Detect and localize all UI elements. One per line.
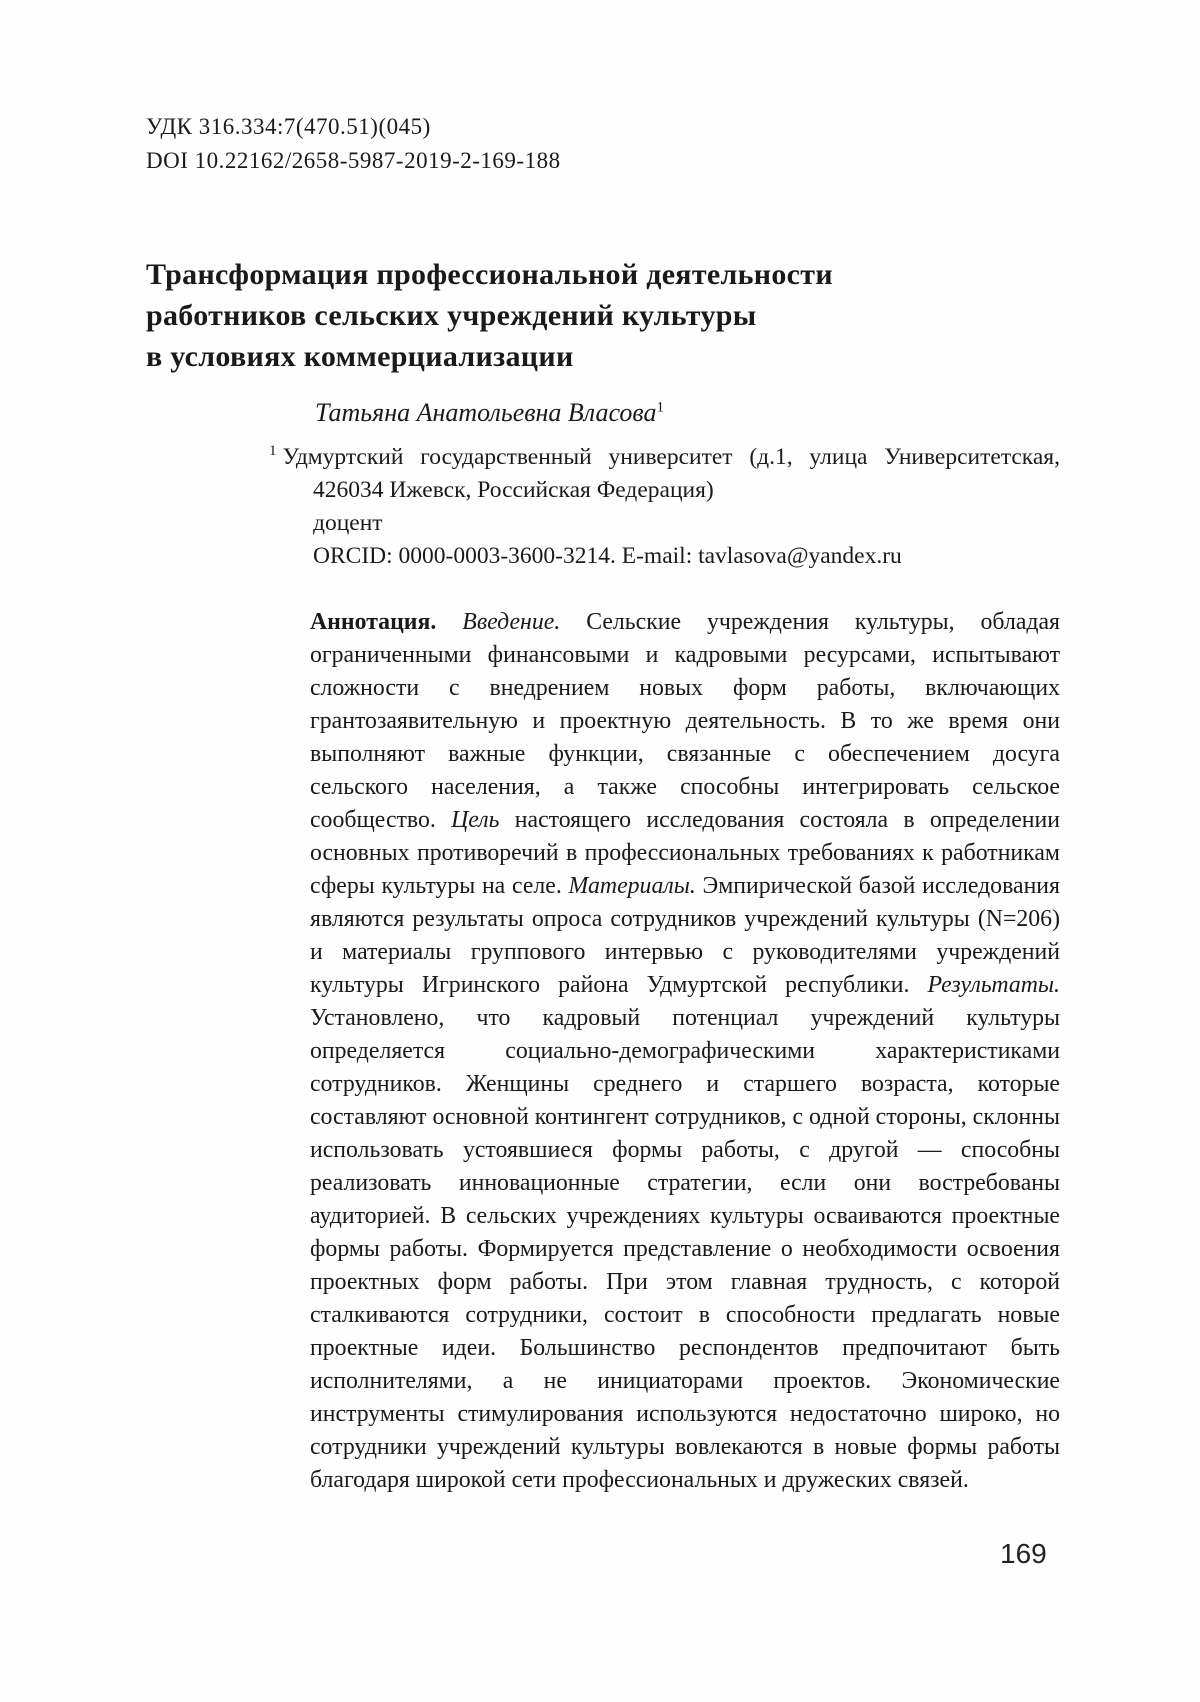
author-position: доцент (313, 510, 383, 536)
article-title-line-2: работников сельских учреждений культуры (146, 299, 757, 333)
affiliation-text: Удмуртский государственный университет (д.1, улица Университетская, 426034 Ижевск, Российская Федерация) (282, 444, 1060, 503)
affiliation-marker: 1 (269, 443, 277, 460)
abstract-label: Аннотация. (310, 609, 463, 635)
abstract-section-goal: Цель (451, 807, 500, 833)
affiliation-block (269, 441, 1060, 573)
abstract-text-results: Установлено, что кадровый потенциал учреждений культуры определяется социально-демографическими характеристиками сотрудников. Женщины среднего и старшего возраста, которые составляют основной контингент сотрудников, с одной стороны, склонны использовать устоявшиеся формы работы, с другой — способны реализовать инновационные стратегии, если они востребованы аудиторией. В сельских учреждениях культуры осваиваются проектные формы работы. Формируется представление о необходимости освоения проектных форм работы. При этом главная трудность, с которой сталкиваются сотрудники, состоит в способности предлагать новые проектные идеи. Большинство респондентов предпочитают быть исполнителями, а не инициаторами проектов. Экономические инструменты стимулирования используются недостаточно широко, но сотрудники учреждений культуры вовлекаются в новые формы работы благодаря широкой сети профессиональных и дружеских связей. (310, 1005, 1060, 1493)
abstract-text-introduction: Сельские учреждения культуры, обладая ограниченными финансовыми и кадровыми ресурсами, испытывают сложности с внедрением новых форм работы, включающих грантозаявительную и проектную деятельность. В то же время они выполняют важные функции, связанные с обеспечением досуга сельского населения, а также способны интегрировать сельское сообщество. (310, 609, 1060, 833)
abstract-text-goal: настоящего исследования состояла в определении основных противоречий в профессиональных требованиях к работникам сферы культуры на селе. (310, 807, 1060, 899)
orcid-email-line: ORCID: 0000-0003-3600-3214. E-mail: tavlasova@yandex.ru (313, 543, 902, 569)
article-title-line-1: Трансформация профессиональной деятельности (146, 258, 833, 292)
affiliation-line (269, 441, 1060, 507)
abstract-paragraph (310, 606, 1060, 1497)
author-affiliation-marker: 1 (656, 399, 664, 416)
abstract-section-materials: Материалы. (568, 873, 696, 899)
page-number: 169 (1000, 1538, 1047, 1569)
article-title (146, 254, 1046, 377)
abstract-text-materials: Эмпирической базой исследования являются результаты опроса сотрудников учреждений культуры (N=206) и материалы группового интервью с руководителями учреждений культуры Игринского района Удмуртской республики. (310, 873, 1060, 998)
article-title-line-3: в условиях коммерциализации (146, 340, 574, 374)
abstract-section-introduction: Введение. (462, 609, 561, 635)
abstract-section-results: Результаты. (927, 972, 1060, 998)
udk-code: УДК 316.334:7(470.51)(045) (146, 114, 431, 139)
author-name (315, 398, 664, 428)
doi-code: DOI 10.22162/2658-5987-2019-2-169-188 (146, 148, 561, 173)
author-name-text: Татьяна Анатольевна Власова (315, 398, 657, 427)
